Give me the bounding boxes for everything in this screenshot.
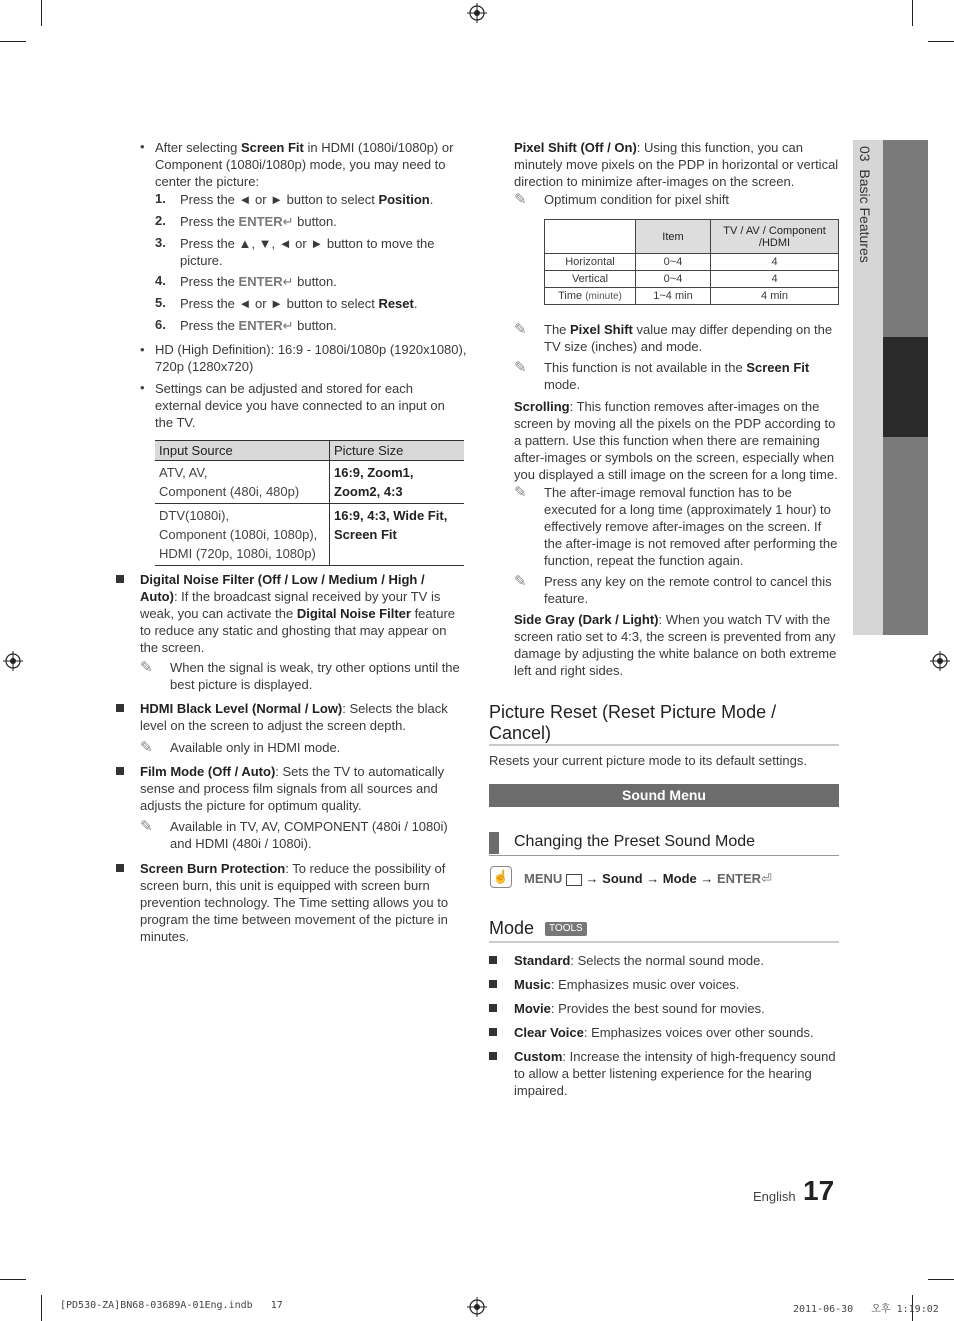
note-pencil-icon: ✎: [140, 818, 153, 835]
sound-menu-bar: Sound Menu: [489, 784, 839, 807]
pixel-shift: Pixel Shift (Off / On): Using this function, you can minutely move pixels on the PDP in horizontal or vertical direction to minimize after-images on the screen.: [514, 140, 839, 189]
step-text: Press the ENTER↵ button.: [180, 274, 337, 289]
heading-marker: [489, 832, 499, 854]
registration-mark-icon: [930, 651, 950, 671]
file-stamp: [PD530-ZA]BN68-03689A-01Eng.indb 17: [60, 1300, 283, 1311]
step-item: [155, 273, 470, 295]
square-bullet-icon: [116, 704, 124, 712]
picture-reset-text: Resets your current picture mode to its default settings.: [489, 753, 807, 768]
screen-fit-intro: After selecting Screen Fit in HDMI (1080i/1080p) or Component (1080i/1080p) mode, you may need to center the picture:: [155, 140, 454, 189]
crop-mark: [0, 1279, 26, 1280]
table-header: Input Source: [155, 441, 330, 461]
film-note: ✎ Available in TV, AV, COMPONENT (480i / 1080i) and HDMI (480i / 1080i).: [140, 818, 448, 851]
hdmi-black-level: HDMI Black Level (Normal / Low): Selects the black level on the screen to adjust the screen depth.: [140, 701, 448, 733]
hand-pointer-icon: ☝: [490, 866, 512, 888]
mode-desc: : Increase the intensity of high-frequency sound to allow a better listening experience for the hearing impaired.: [514, 1049, 836, 1098]
side-tab-active-block: [883, 337, 928, 437]
table-header: Picture Size: [330, 441, 465, 461]
enter-icon: ↵: [282, 214, 294, 229]
step-text: Press the ENTER↵ button.: [180, 318, 337, 333]
mode-name: Standard: [514, 953, 571, 968]
page-number: 17: [803, 1175, 835, 1206]
mode-name: Custom: [514, 1049, 563, 1064]
scrolling: Scrolling: This function removes after-images on the screen by moving all the pixels on the PDP according to a pattern. Use this function when there are remaining after-images or symbols on the screen, especially when you displayed a still image on the screen for a long time.: [514, 399, 838, 482]
step-number: 6.: [155, 317, 166, 332]
tools-badge: TOOLS: [545, 922, 587, 936]
film-mode: Film Mode (Off / Auto): Sets the TV to automatically sense and process film signals from all sources and adjusts the picture for optimum quality.: [140, 764, 445, 813]
step-number: 3.: [155, 235, 166, 250]
mode-item: [489, 1048, 839, 1099]
step-text: Press the ◄ or ► button to select Position.: [180, 192, 434, 207]
crop-mark: [41, 0, 42, 26]
date-stamp: 2011-06-30 오후 1:19:02: [793, 1304, 939, 1315]
enter-icon: ↵: [282, 318, 294, 333]
square-bullet-icon: [489, 1052, 497, 1060]
preset-sound-heading: Changing the Preset Sound Mode: [514, 833, 756, 850]
screen-burn-protection: Screen Burn Protection: To reduce the possibility of screen burn, this unit is equipped with screen burn prevention technology. The Time setting allows you to program the time between movement of the picture in minutes.: [140, 861, 449, 944]
mode-name: Clear Voice: [514, 1025, 584, 1040]
note-pencil-icon: ✎: [514, 573, 527, 590]
footer-language: English: [753, 1189, 796, 1204]
mode-name: Music: [514, 977, 551, 992]
table-row: DTV(1080i), Component (1080i, 1080p), HDMI (720p, 1080i, 1080p) 16:9, 4:3, Wide Fit, Screen Fit: [155, 504, 464, 566]
step-item: [155, 191, 470, 213]
square-bullet-icon: [489, 956, 497, 964]
note-pencil-icon: ✎: [514, 484, 527, 501]
side-tab-block: [883, 437, 928, 635]
table-header: TV / AV / Component /HDMI: [711, 220, 839, 254]
registration-mark-icon: [467, 3, 487, 23]
mode-desc: : Emphasizes music over voices.: [550, 977, 740, 992]
step-number: 1.: [155, 191, 166, 206]
step-text: Press the ◄ or ► button to select Reset.: [180, 296, 418, 311]
step-item: [155, 317, 470, 339]
registration-mark-icon: [467, 1297, 487, 1317]
step-text: Press the ENTER↵ button.: [180, 214, 337, 229]
note-pencil-icon: ✎: [514, 359, 527, 376]
menu-path: MENU → Sound → Mode → ENTER⏎: [524, 871, 772, 886]
square-bullet-icon: [116, 767, 124, 775]
enter-icon: ↵: [282, 274, 294, 289]
cancel-note: ✎ Press any key on the remote control to cancel this feature.: [514, 573, 832, 606]
note-pencil-icon: ✎: [514, 321, 527, 338]
divider: [489, 744, 839, 746]
pixel-shift-note: ✎ Optimum condition for pixel shift: [514, 191, 729, 208]
digital-noise-filter: Digital Noise Filter (Off / Low / Medium / High / Auto): If the broadcast signal received by your TV is weak, you can activate the Digital Noise Filter feature to reduce any static and ghosting that may appear on the screen.: [140, 572, 456, 655]
mode-item: [489, 976, 839, 993]
crop-mark: [928, 41, 954, 42]
table-row: ATV, AV, Component (480i, 480p) 16:9, Zoom1, Zoom2, 4:3: [155, 461, 464, 504]
table-header: Item: [636, 220, 711, 254]
mode-desc: : Selects the normal sound mode.: [570, 953, 765, 968]
table-row: Time (minute) 1~4 min 4 min: [545, 288, 839, 305]
step-number: 5.: [155, 295, 166, 310]
note-pencil-icon: ✎: [140, 659, 153, 676]
screen-fit-note: ✎ This function is not available in the Screen Fit mode.: [514, 359, 810, 392]
mode-heading: Mode: [489, 918, 535, 938]
note-pencil-icon: ✎: [140, 739, 153, 756]
side-tab-block: [883, 140, 928, 337]
mode-name: Movie: [514, 1001, 551, 1016]
step-text: Press the ▲, ▼, ◄ or ► button to move the picture.: [180, 236, 435, 268]
table-row: Vertical 0~4 4: [545, 271, 839, 288]
square-bullet-icon: [489, 1028, 497, 1036]
dnf-note: ✎ When the signal is weak, try other options until the best picture is displayed.: [140, 659, 460, 692]
side-gray: Side Gray (Dark / Light): When you watch TV with the screen ratio set to 4:3, the screen is prevented from any damage by adjusting the white balance on both extreme left and right sides.: [514, 612, 837, 678]
settings-bullet: Settings can be adjusted and stored for each external device you have connected to an input on the TV.: [155, 381, 445, 430]
crop-mark: [0, 41, 26, 42]
table-row: Horizontal 0~4 4: [545, 254, 839, 271]
hd-bullet: HD (High Definition): 16:9 - 1080i/1080p (1920x1080), 720p (1280x720): [155, 342, 467, 374]
step-number: 2.: [155, 213, 166, 228]
crop-mark: [912, 0, 913, 26]
divider: [489, 855, 839, 856]
enter-icon: ⏎: [761, 871, 772, 886]
crop-mark: [928, 1279, 954, 1280]
scrolling-note: ✎ The after-image removal function has to be executed for a long time (approximately 1 hour) to effectively remove after-images on the screen. If the after-image is not removed after performing the function, repeat the function again.: [514, 484, 838, 568]
step-item: [155, 213, 470, 235]
picture-reset-heading: Picture Reset (Reset Picture Mode / Cancel): [489, 702, 777, 743]
hdmi-note: ✎ Available only in HDMI mode.: [140, 739, 341, 756]
pixel-shift-table: [544, 219, 839, 305]
square-bullet-icon: [489, 1004, 497, 1012]
divider: [489, 941, 839, 943]
side-tab-label: 03 Basic Features: [857, 146, 873, 263]
mode-desc: : Emphasizes voices over other sounds.: [583, 1025, 814, 1040]
note-pencil-icon: ✎: [514, 191, 527, 208]
mode-desc: : Provides the best sound for movies.: [550, 1001, 765, 1016]
menu-grid-icon: [566, 874, 582, 886]
step-item: [155, 235, 470, 273]
square-bullet-icon: [116, 864, 124, 872]
registration-mark-icon: [3, 651, 23, 671]
mode-item: [489, 1024, 839, 1041]
pixel-shift-size-note: ✎ The Pixel Shift value may differ depending on the TV size (inches) and mode.: [514, 321, 833, 354]
mode-item: [489, 952, 839, 969]
step-item: [155, 295, 470, 317]
mode-list: [489, 952, 839, 1106]
square-bullet-icon: [489, 980, 497, 988]
step-number: 4.: [155, 273, 166, 288]
mode-item: [489, 1000, 839, 1017]
square-bullet-icon: [116, 575, 124, 583]
crop-mark: [41, 1295, 42, 1321]
picture-size-table: [155, 440, 464, 566]
position-steps: [155, 191, 470, 339]
